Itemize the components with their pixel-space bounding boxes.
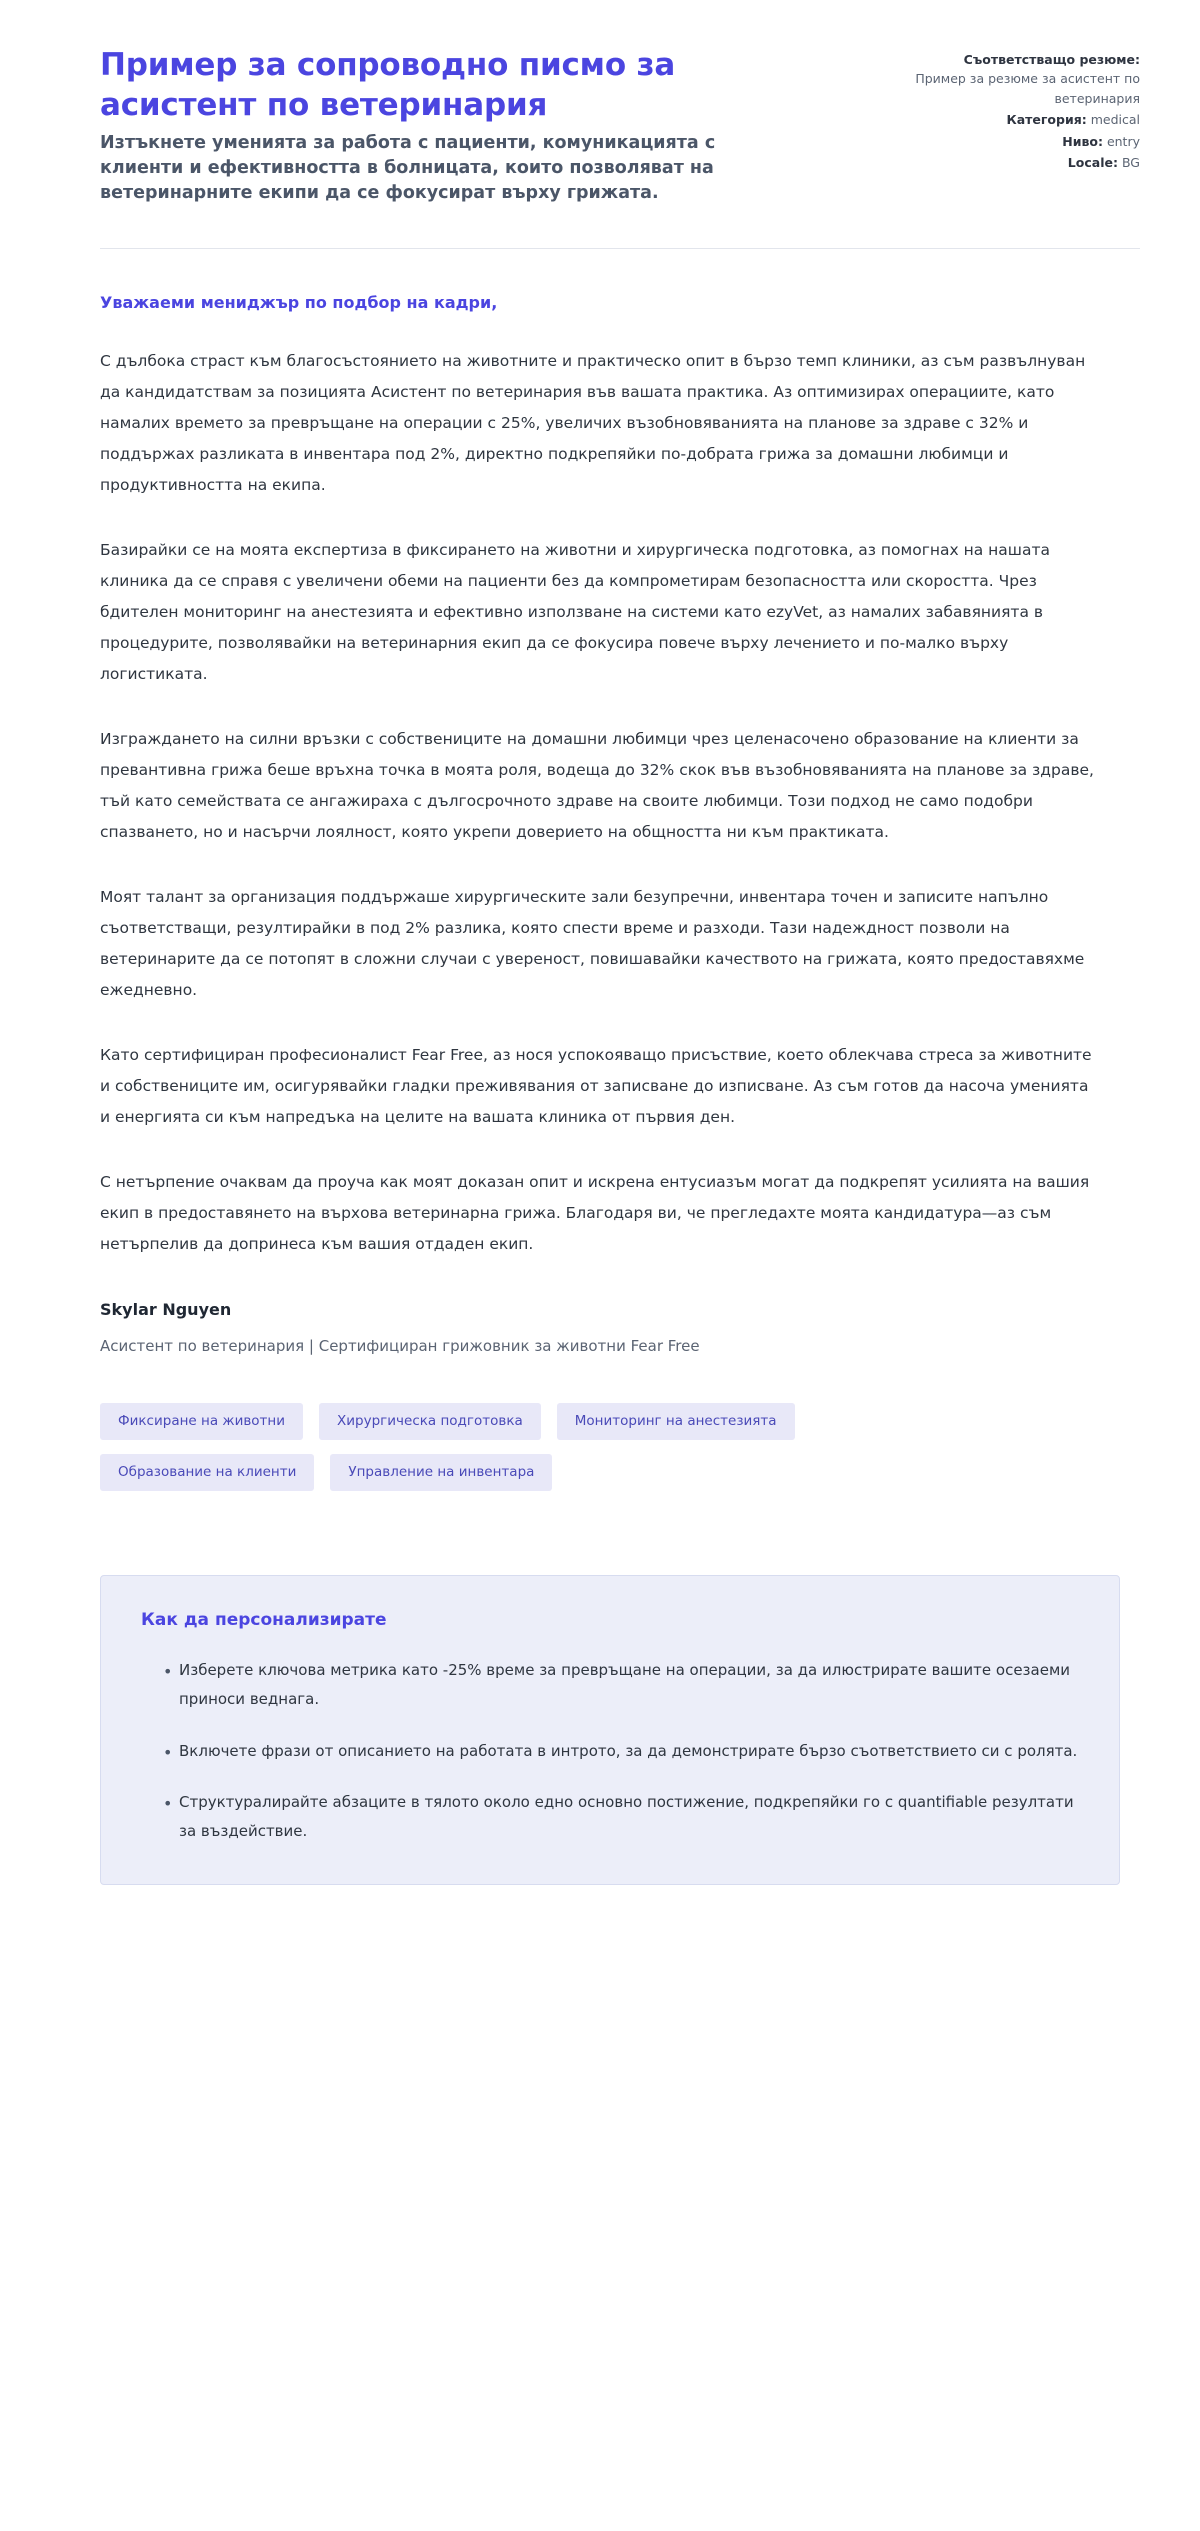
- meta-value: medical: [1090, 112, 1140, 128]
- callout-tip-item: • Изберете ключова метрика като -25% време за превръщане на операции, за да илюстрирате вашите осезаеми приноси веднага.: [163, 1656, 1079, 1715]
- letter-salutation: Уважаеми мениджър по подбор на кадри,: [100, 293, 498, 313]
- letter-paragraph: Базирайки се на моята експертиза в фиксирането на животни и хирургическа подготовка, аз помогнах на нашата клиника да се справя с увеличени обеми на пациенти без да компрометирам безопасността или скоростта. Чрез бдителен мониторинг на анестезията и ефективно използване на системи като ezyVet, аз намалих забавянията в процедурите, позволявайки на ветеринарния екип да се фокусира повече върху лечението и по-малко върху логистиката.: [100, 541, 1050, 684]
- meta-label: Ниво:: [1062, 133, 1103, 149]
- page-title: Пример за сопроводно писмо за асистент по ветеринария: [100, 47, 676, 123]
- meta-label: Категория:: [1006, 112, 1087, 128]
- page-header: [0, 0, 1200, 206]
- callout-title: Как да персонализирате: [141, 1610, 387, 1631]
- meta-value: Пример за резюме за асистент по ветеринария: [915, 71, 1140, 106]
- callout-tip-item: • Структуралирайте абзаците в тялото около едно основно постижение, подкрепяйки го с quantifiable резултати за въздействие.: [163, 1788, 1079, 1847]
- letter-paragraph: С дълбока страст към благосъстоянието на животните и практическо опит в бързо темп клиники, аз съм развълнуван да кандидатствам за позицията Асистент по ветеринария във вашата практика. Аз оптимизирах операциите, като намалих времето за превръщане на операции с 25%, увеличих възобновяванията на планове за здраве с 32% и поддържах разликата в инвентара под 2%, директно подкрепяйки по-добрата грижа за домашни любимци и продуктивността на екипа.: [100, 352, 1086, 495]
- skill-chip[interactable]: Фиксиране на животни: [100, 1403, 303, 1440]
- meta-value: BG: [1121, 154, 1140, 170]
- meta-value: entry: [1106, 133, 1140, 149]
- meta-label: Съответстващо резюме:: [963, 52, 1140, 67]
- skill-chip[interactable]: Управление на инвентара: [330, 1454, 552, 1491]
- callout-section: [0, 1491, 1200, 1945]
- meta-row-matching-resume: [910, 50, 1140, 108]
- customization-callout: [100, 1575, 1120, 1885]
- meta-row-level: [910, 132, 1140, 151]
- meta-label: Locale:: [1067, 154, 1118, 170]
- document-metadata: [910, 46, 1140, 174]
- signature-role: Асистент по ветеринария | Сертифициран грижовник за животни Fear Free: [100, 1337, 700, 1356]
- callout-tip-list: [141, 1656, 1079, 1846]
- letter-paragraph: Изграждането на силни връзки с собствениците на домашни любимци чрез целенасочено образование на клиенти за превантивна грижа беше връхна точка в моята роля, водеща до 32% скок във възобновяванията на планове за здраве, тъй като семействата се ангажираха с дългосрочното здраве на своите любимци. Този подход не само подобри спазването, но и насърчи лоялност, която укрепи доверието на общността ни към практиката.: [100, 730, 1094, 842]
- letter-body: [0, 249, 1200, 1260]
- signature-name: Skylar Nguyen: [100, 1300, 232, 1320]
- callout-tip-item: • Включете фрази от описанието на работата в интрото, за да демонстрирате бързо съответствието си с ролята.: [163, 1737, 1079, 1766]
- letter-paragraph: Моят талант за организация поддържаше хирургическите зали безупречни, инвентара точен и записите напълно съответстващи, резултирайки в под 2% разлика, която спести време и разходи. Тази надеждност позволи на ветеринарите да се потопят в сложни случаи с увереност, повишавайки качеството на грижата, която предоставяхме ежедневно.: [100, 888, 1085, 1000]
- letter-signature: [0, 1260, 1200, 1355]
- header-text-block: [100, 46, 800, 206]
- meta-row-category: [910, 110, 1140, 129]
- meta-row-locale: [910, 153, 1140, 172]
- letter-paragraph: С нетърпение очаквам да проуча как моят доказан опит и искрена ентусиазъм могат да подкрепят усилията на вашия екип в предоставянето на върхова ветеринарна грижа. Благодаря ви, че прегледахте моята кандидатура—аз съм нетърпелив да допринеса към вашия отдаден екип.: [100, 1173, 1090, 1254]
- skill-chip[interactable]: Образование на клиенти: [100, 1454, 314, 1491]
- skill-chip-list: [0, 1355, 1100, 1491]
- page-subtitle: Изтъкнете уменията за работа с пациенти, комуникацията с клиенти и ефективността в болницата, които позволяват на ветеринарните екипи да се фокусират върху грижата.: [100, 133, 716, 204]
- skill-chip[interactable]: Мониторинг на анестезията: [557, 1403, 795, 1440]
- skill-chip[interactable]: Хирургическа подготовка: [319, 1403, 541, 1440]
- letter-paragraph: Като сертифициран професионалист Fear Free, аз нося успокояващо присъствие, което облекчава стреса за животните и собствениците им, осигурявайки гладки преживявания от записване до изписване. Аз съм готов да насоча уменията и енергията си към напредъка на целите на вашата клиника от първия ден.: [100, 1046, 1092, 1127]
